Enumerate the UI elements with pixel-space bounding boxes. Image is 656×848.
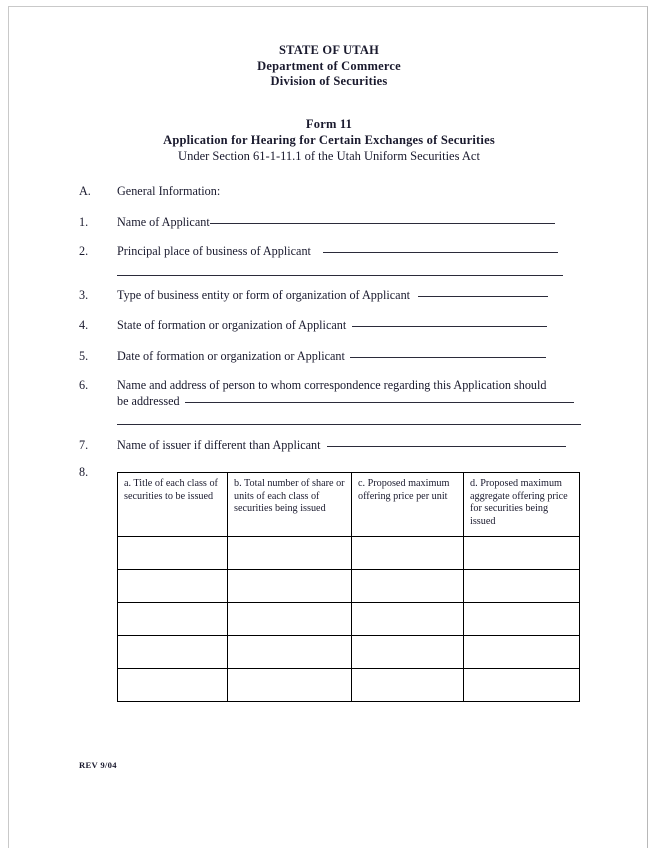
item-3-number: 3. (79, 288, 89, 302)
table-cell[interactable] (228, 537, 352, 570)
table-cell[interactable] (352, 570, 464, 603)
table-row (118, 570, 580, 603)
item-7-number: 7. (79, 438, 89, 452)
table-header-cell-d: d. Proposed maximum aggregate offering price for securities being issued (464, 473, 580, 537)
table-cell[interactable] (228, 570, 352, 603)
table-header-cell-b: b. Total number of share or units of each class of securities being issued (228, 473, 352, 537)
table-header-row (118, 473, 580, 537)
item-6-label-line1: Name and address of person to whom correspondence regarding this Application should (117, 378, 547, 392)
table-header-cell-c: c. Proposed maximum offering price per unit (352, 473, 464, 537)
table-cell[interactable] (228, 603, 352, 636)
item-4-number: 4. (79, 318, 89, 332)
table-cell[interactable] (228, 669, 352, 702)
table-row (118, 669, 580, 702)
item-8-number: 8. (79, 465, 89, 479)
item-6-label-line2: be addressed (117, 394, 180, 408)
item-3-fill-line[interactable] (418, 296, 548, 297)
table-cell[interactable] (118, 669, 228, 702)
form-title: Application for Hearing for Certain Exchanges of Securities (163, 132, 495, 147)
table-cell[interactable] (118, 537, 228, 570)
item-5-label: Date of formation or organization or Applicant (117, 349, 345, 363)
item-5-number: 5. (79, 349, 89, 363)
document-page (8, 6, 648, 848)
item-2-fill-line-2[interactable] (117, 275, 563, 276)
item-1-fill-line[interactable] (210, 223, 555, 224)
division-name: Division of Securities (270, 74, 388, 88)
form-header (9, 117, 649, 164)
state-name: STATE OF UTAH (278, 43, 380, 57)
item-1-label: Name of Applicant (117, 215, 210, 229)
table-cell[interactable] (352, 636, 464, 669)
table-row (118, 537, 580, 570)
item-2-label: Principal place of business of Applicant (117, 244, 311, 258)
table-row (118, 636, 580, 669)
item-6-fill-line-2[interactable] (117, 424, 581, 425)
item-7-fill-line[interactable] (327, 446, 566, 447)
table-cell[interactable] (464, 669, 580, 702)
table-header-cell-a: a. Title of each class of securities to be issued (118, 473, 228, 537)
form-subtitle: Under Section 61-1-11.1 of the Utah Uniform Securities Act (178, 149, 480, 163)
agency-header (9, 43, 649, 90)
department-name: Department of Commerce (257, 58, 401, 73)
form-number: Form 11 (305, 117, 353, 131)
item-1-number: 1. (79, 215, 89, 229)
item-5-fill-line[interactable] (350, 357, 546, 358)
item-6-number: 6. (79, 378, 89, 392)
table-cell[interactable] (118, 570, 228, 603)
table-cell[interactable] (464, 570, 580, 603)
securities-table (117, 472, 580, 702)
table-cell[interactable] (464, 603, 580, 636)
item-6-fill-line[interactable] (185, 402, 574, 403)
section-a-title: General Information: (117, 184, 221, 198)
item-2-number: 2. (79, 244, 89, 258)
table-cell[interactable] (352, 669, 464, 702)
table-cell[interactable] (352, 537, 464, 570)
item-4-fill-line[interactable] (352, 326, 547, 327)
table-cell[interactable] (352, 603, 464, 636)
item-7-label: Name of issuer if different than Applicant (117, 438, 321, 452)
item-4-label: State of formation or organization of Applicant (117, 318, 347, 332)
table-cell[interactable] (228, 636, 352, 669)
table-cell[interactable] (118, 636, 228, 669)
table-cell[interactable] (118, 603, 228, 636)
section-a-letter: A. (79, 184, 91, 198)
securities-table-wrapper (117, 472, 579, 702)
item-2-fill-line[interactable] (323, 252, 558, 253)
table-cell[interactable] (464, 537, 580, 570)
revision-footer: REV 9/04 (79, 760, 117, 770)
item-3-label: Type of business entity or form of organization of Applicant (117, 288, 411, 302)
table-row (118, 603, 580, 636)
table-cell[interactable] (464, 636, 580, 669)
